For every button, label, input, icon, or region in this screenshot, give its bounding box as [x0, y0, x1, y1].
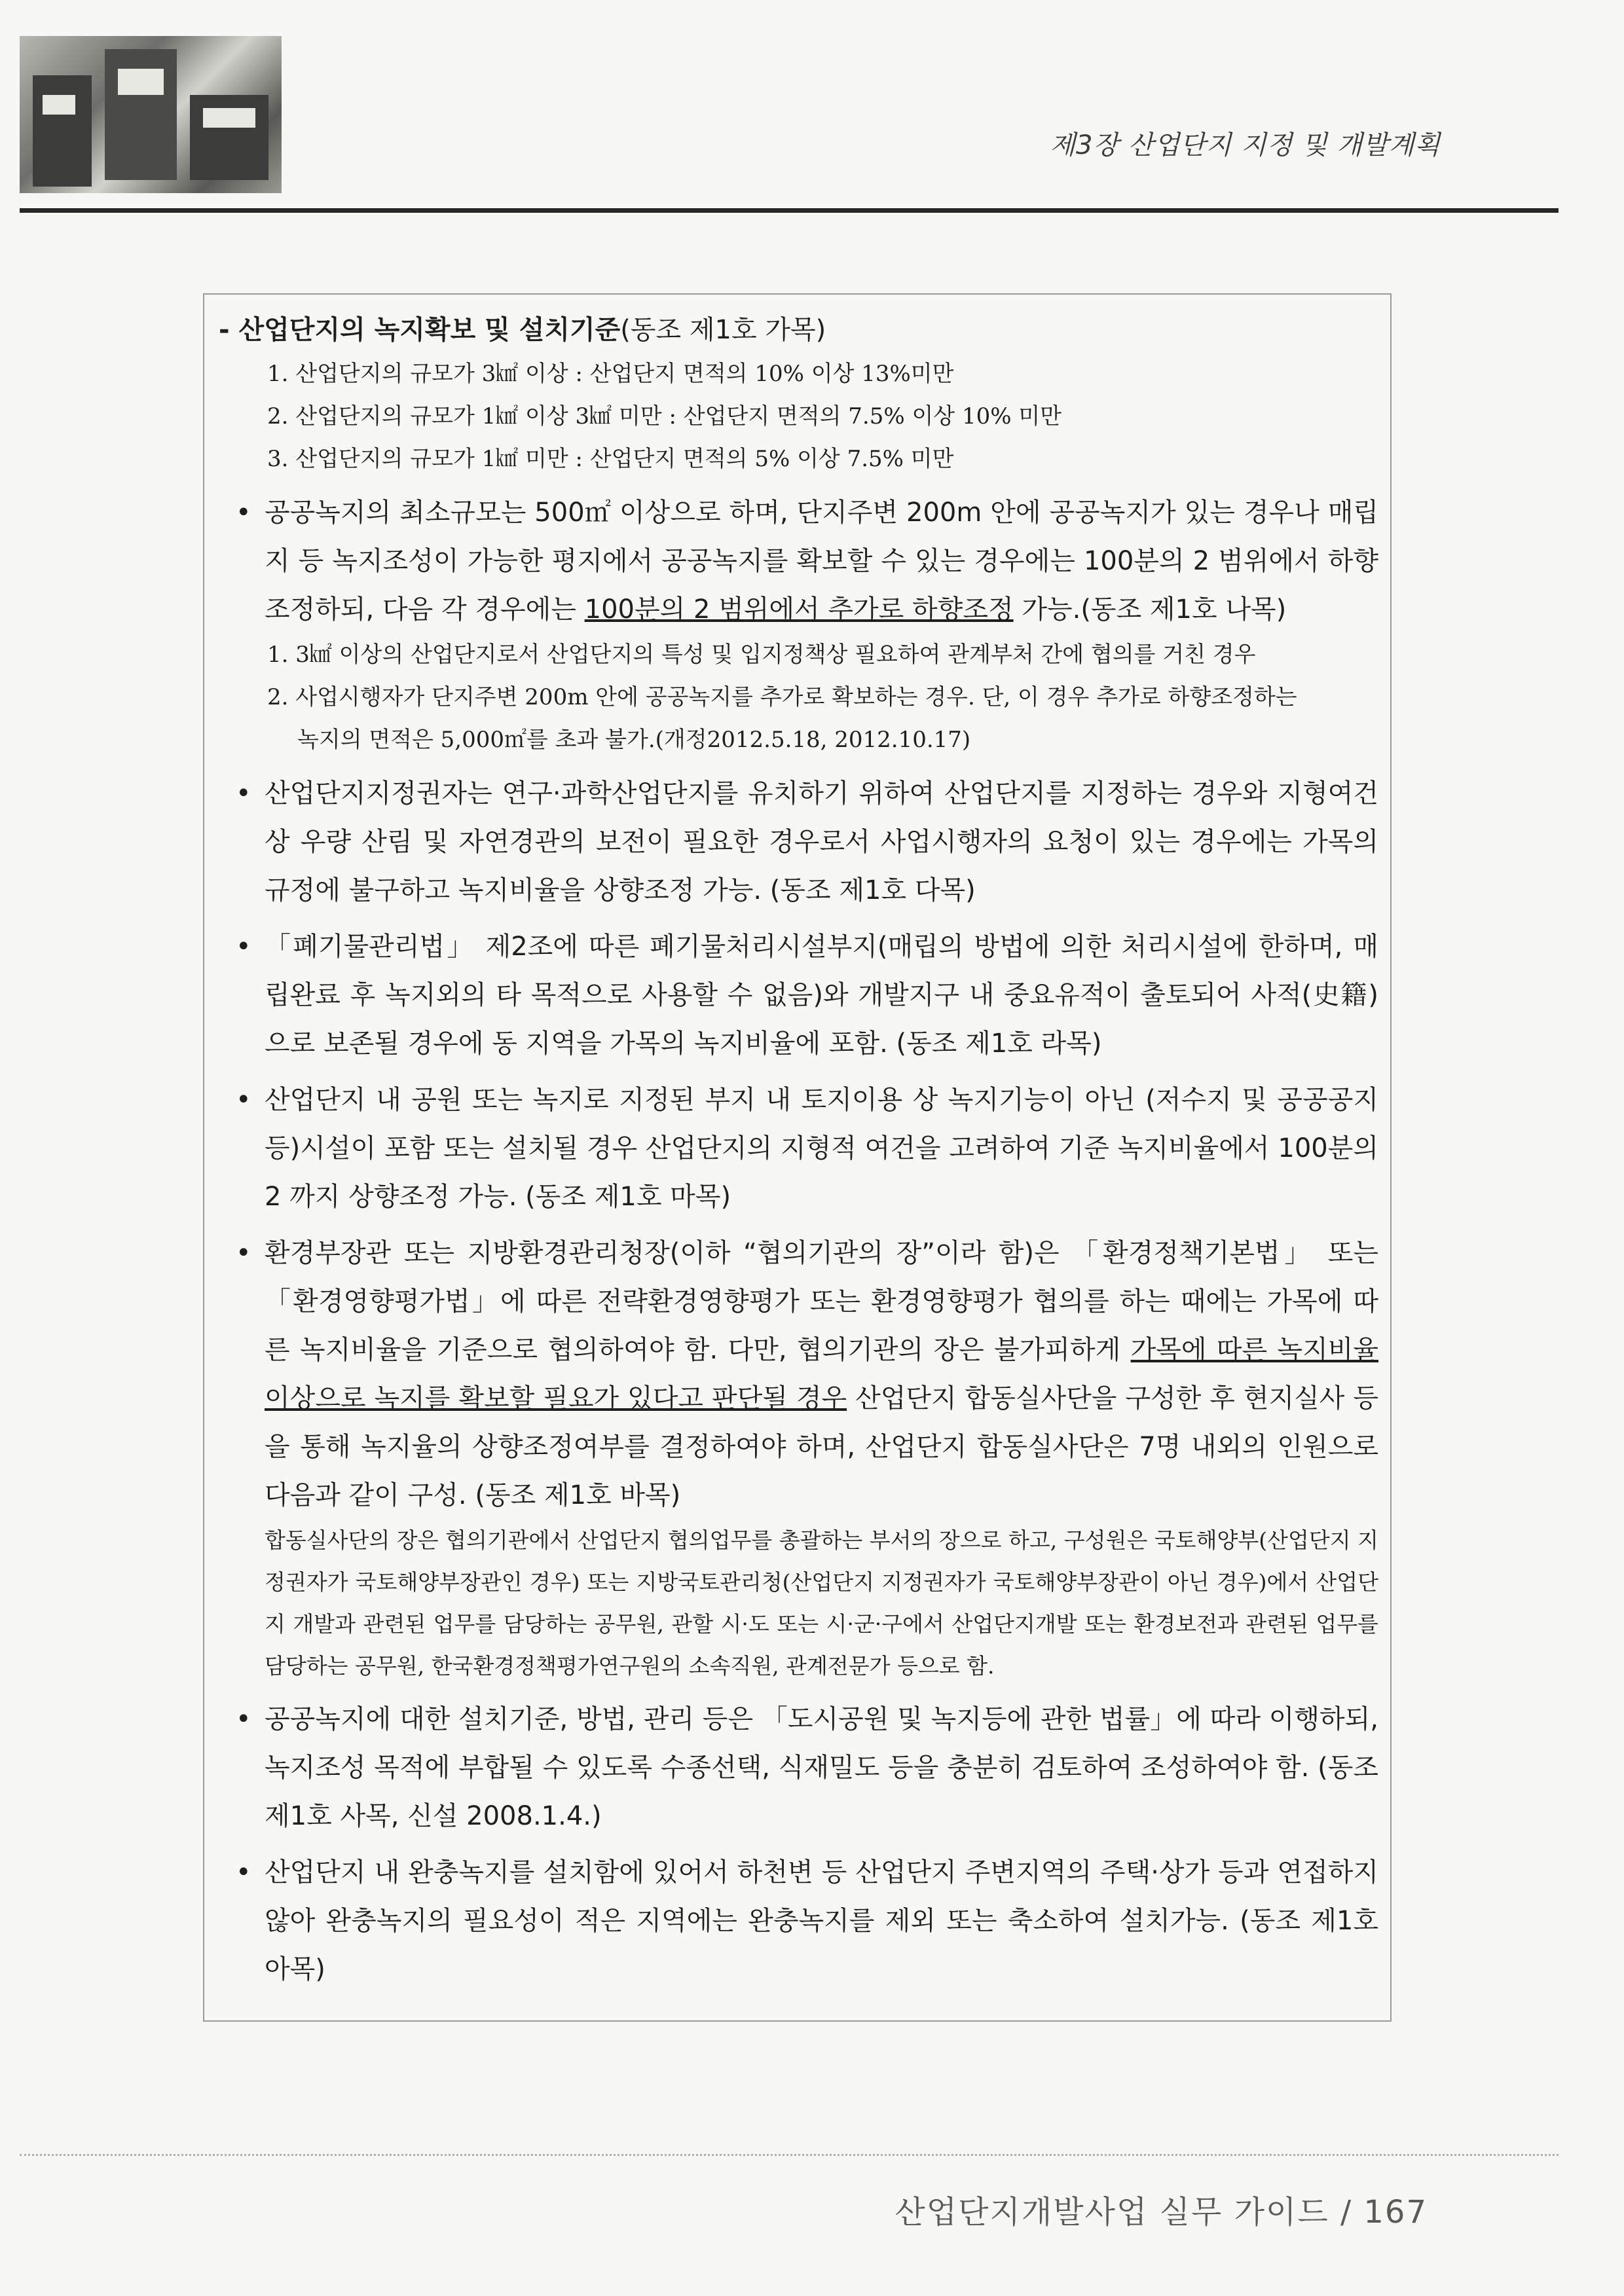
bullet-installation-standard: • 공공녹지에 대한 설치기준, 방법, 관리 등은 「도시공원 및 녹지등에 관한 법률」에 따라 이행하되, 녹지조성 목적에 부합될 수 있도록 수종선택, 식재밀도 등을 충분히 검토하여 조성하여야 함. (동조 제1호 사목, 신설 2008.1.4.): [219, 1695, 1378, 1840]
bullet-buffer-green: • 산업단지 내 완충녹지를 설치함에 있어서 하천변 등 산업단지 주변지역의 주택·상가 등과 연접하지 않아 완충녹지의 필요성이 적은 지역에는 완충녹지를 제외 또는 축소하여 설치가능. (동조 제1호 아목): [219, 1848, 1378, 1994]
public-green-bullet: • 공공녹지의 최소규모는 500㎡ 이상으로 하며, 단지주변 200m 안에 공공녹지가 있는 경우나 매립지 등 녹지조성이 가능한 평지에서 공공녹지를 확보할 수 있는 경우에는 100분의 2 범위에서 하향조정하되, 다음 각 경우에는 100분의 2 범위에서 추가로 하향조정 가능.(동조 제1호 나목): [219, 488, 1378, 634]
content-box: [203, 293, 1392, 2022]
bullet-park-facilities: • 산업단지 내 공원 또는 녹지로 지정된 부지 내 토지이용 상 녹지기능이 아닌 (저수지 및 공공공지 등)시설이 포함 또는 설치될 경우 산업단지의 지형적 여건을 고려하여 기준 녹지비율에서 100분의 2 까지 상향조정 가능. (동조 제1호 마목): [219, 1076, 1378, 1221]
public-green-sub-1: 1. 3㎢ 이상의 산업단지로서 산업단지의 특성 및 입지정책상 필요하여 관계부처 간에 협의를 거친 경우: [267, 642, 1256, 668]
green-standard-title: 산업단지의 녹지확보 및 설치기준: [238, 315, 621, 345]
bullet-research-park: • 산업단지지정권자는 연구·과학산업단지를 유치하기 위하여 산업단지를 지정하는 경우와 지형여건 상 우량 산림 및 자연경관의 보전이 필요한 경우로서 사업시행자의 요청이 있는 경우에는 가목의 규정에 불구하고 녹지비율을 상향조정 가능. (동조 제1호 다목): [219, 769, 1378, 915]
env-underlined: 가목에 따른 녹지비율 이상으로 녹지를 확보할 필요가 있다고 판단될 경우: [265, 1335, 1378, 1413]
bullet-waste-facility: • 「폐기물관리법」 제2조에 따른 폐기물처리시설부지(매립의 방법에 의한 처리시설에 한하며, 매립완료 후 녹지외의 타 목적으로 사용할 수 없음)와 개발지구 내 중요유적이 출토되어 사적(史籍)으로 보존될 경우에 동 지역을 가목의 녹지비율에 포함. (동조 제1호 라목): [219, 922, 1378, 1068]
chapter-title: 제3장 산업단지 지정 및 개발계획: [1050, 130, 1441, 160]
standard-item-1: 1. 산업단지의 규모가 3㎢ 이상 : 산업단지 면적의 10% 이상 13%미만: [267, 361, 954, 387]
public-green-sub-2: 2. 사업시행자가 단지주변 200m 안에 공공녹지를 추가로 확보하는 경우. 단, 이 경우 추가로 하향조정하는: [267, 684, 1297, 710]
green-standard-ref: (동조 제1호 가목): [620, 315, 826, 345]
joint-inspection-note: 합동실사단의 장은 협의기관에서 산업단지 협의업무를 총괄하는 부서의 장으로 하고, 구성원은 국토해양부(산업단지 지정권자가 국토해양부장관인 경우) 또는 지방국토관리청(산업단지 지정권자가 국토해양부장관이 아닌 경우)에서 산업단지 개발과 관련된 업무를 담당하는 공무원, 관할 시·도 또는 시·군·구에서 산업단지개발 또는 환경보전과 관련된 업무를 담당하는 공무원, 한국환경정책평가연구원의 소속직원, 관계전문가 등으로 함.: [265, 1527, 1378, 1679]
footer-rule: [20, 2154, 1559, 2156]
public-green-underlined: 100분의 2 범위에서 추가로 하향조정: [584, 594, 1014, 625]
page-footer: 산업단지개발사업 실무 가이드 / 167: [895, 2194, 1428, 2231]
public-green-sub-3: 녹지의 면적은 5,000㎡를 초과 불가.(개정2012.5.18, 2012.10.17): [297, 727, 971, 753]
header-photo: [20, 36, 282, 193]
bullet-env-consultation: • 환경부장관 또는 지방환경관리청장(이하 “협의기관의 장”이라 함)은 「환경정책기본법」 또는 「환경영향평가법」에 따른 전략환경영향평가 또는 환경영향평가 협의를 하는 때에는 가목에 따른 녹지비율을 기준으로 협의하여야 함. 다만, 협의기관의 장은 불가피하게 가목에 따른 녹지비율 이상으로 녹지를 확보할 필요가 있다고 판단될 경우 산업단지 합동실사단을 구성한 후 현지실사 등을 통해 녹지율의 상향조정여부를 결정하여야 하며, 산업단지 합동실사단은 7명 내외의 인원으로 다음과 같이 구성. (동조 제1호 바목): [219, 1229, 1378, 1520]
header-rule: [20, 208, 1559, 213]
green-standard-heading: - 산업단지의 녹지확보 및 설치기준(동조 제1호 가목): [219, 315, 826, 345]
standard-item-3: 3. 산업단지의 규모가 1㎢ 미만 : 산업단지 면적의 5% 이상 7.5% 미만: [267, 446, 954, 472]
standard-item-2: 2. 산업단지의 규모가 1㎢ 이상 3㎢ 미만 : 산업단지 면적의 7.5% 이상 10% 미만: [267, 403, 1062, 429]
